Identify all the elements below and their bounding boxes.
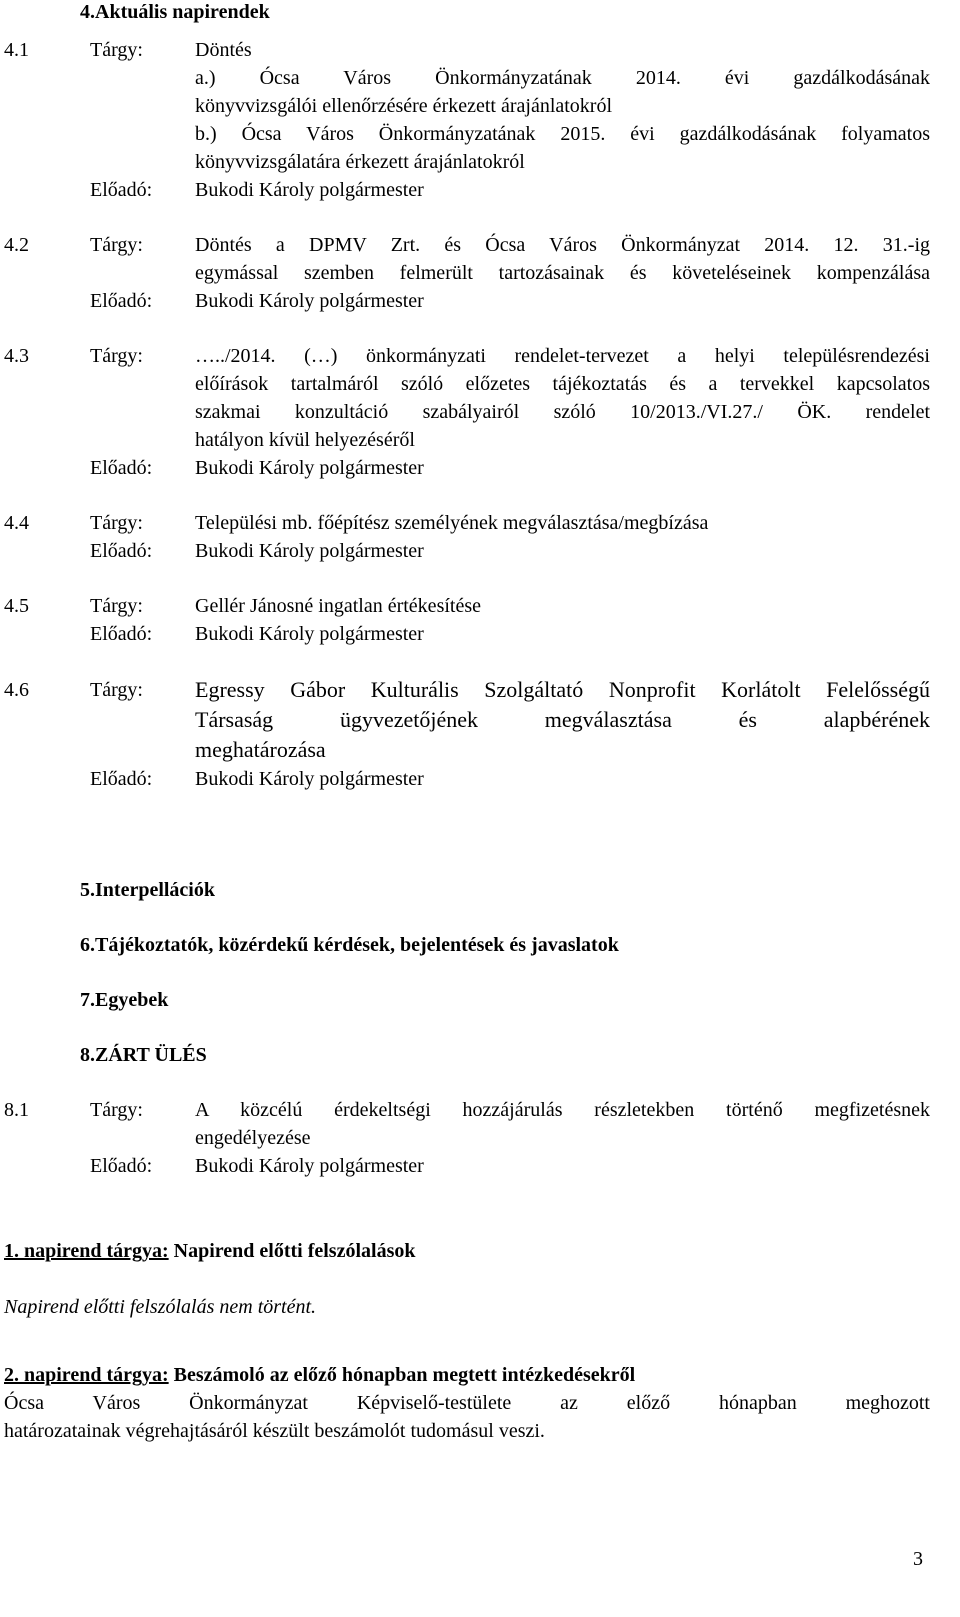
targy-label: Tárgy: xyxy=(90,234,143,256)
eloado-label: Előadó: xyxy=(90,179,153,201)
napirend-1-title: Napirend előtti felszólalások xyxy=(168,1240,416,1262)
item-subject-line: Döntés xyxy=(195,39,252,61)
napirend-2-title: Beszámoló az előző hónapban megtett intézkedésekről xyxy=(168,1364,636,1386)
section-6-heading: 6.Tájékoztatók, közérdekű kérdések, bejelentések és javaslatok xyxy=(80,934,619,956)
item-subject-line: könyvvizsgálói ellenőrzésére érkezett árajánlatokról xyxy=(195,95,613,117)
eloado-label: Előadó: xyxy=(90,623,153,645)
section-8-heading: 8.ZÁRT ÜLÉS xyxy=(80,1044,207,1066)
presenter-name: Bukodi Károly polgármester xyxy=(195,768,424,790)
item-subject-line: a.) Ócsa Város Önkormányzatának 2014. évi gazdálkodásának xyxy=(195,67,930,89)
item-subject-line: …../2014. (…) önkormányzati rendelet-tervezet a helyi településrendezési xyxy=(195,345,930,367)
presenter-name: Bukodi Károly polgármester xyxy=(195,1155,424,1177)
napirend-1-label: 1. napirend tárgya: xyxy=(4,1240,169,1262)
item-number: 4.6 xyxy=(4,679,29,701)
item-number: 4.5 xyxy=(4,595,29,617)
napirend-1-heading xyxy=(4,1237,416,1265)
section-4-heading: 4.Aktuális napirendek xyxy=(80,1,270,23)
item-number: 4.4 xyxy=(4,512,29,534)
napirend-2-text-line: Ócsa Város Önkormányzat Képviselő-testülete az előző hónapban meghozott xyxy=(4,1392,930,1414)
item-subject-line: Települési mb. főépítész személyének megválasztása/megbízása xyxy=(195,512,709,534)
item-subject-line: Egressy Gábor Kulturális Szolgáltató Nonprofit Korlátolt Felelősségű xyxy=(195,677,930,702)
eloado-label: Előadó: xyxy=(90,768,153,790)
item-number: 4.2 xyxy=(4,234,29,256)
targy-label: Tárgy: xyxy=(90,595,143,617)
item-number: 4.3 xyxy=(4,345,29,367)
napirend-1-note: Napirend előtti felszólalás nem történt. xyxy=(4,1296,317,1318)
targy-label: Tárgy: xyxy=(90,512,143,534)
item-subject-line: könyvvizsgálatára érkezett árajánlatokról xyxy=(195,151,525,173)
presenter-name: Bukodi Károly polgármester xyxy=(195,457,424,479)
item-subject-line: Társaság ügyvezetőjének megválasztása és alapbérének xyxy=(195,707,930,732)
item-subject-line: hatályon kívül helyezéséről xyxy=(195,429,415,451)
item-subject-line: Döntés a DPMV Zrt. és Ócsa Város Önkormányzat 2014. 12. 31.-ig xyxy=(195,234,930,256)
page-number: 3 xyxy=(913,1548,923,1570)
item-subject-line: szakmai konzultáció szabályairól szóló 10/2013./VI.27./ ÖK. rendelet xyxy=(195,401,930,423)
eloado-label: Előadó: xyxy=(90,290,153,312)
item-subject-line: b.) Ócsa Város Önkormányzatának 2015. évi gazdálkodásának folyamatos xyxy=(195,123,930,145)
item-subject-line: egymással szemben felmerült tartozásainak és követeléseinek kompenzálása xyxy=(195,262,930,284)
section-5-heading: 5.Interpellációk xyxy=(80,879,215,901)
napirend-2-label: 2. napirend tárgya: xyxy=(4,1364,169,1386)
item-subject-line: engedélyezése xyxy=(195,1127,311,1149)
presenter-name: Bukodi Károly polgármester xyxy=(195,623,424,645)
presenter-name: Bukodi Károly polgármester xyxy=(195,540,424,562)
napirend-2-text-line: határozatainak végrehajtásáról készült beszámolót tudomásul veszi. xyxy=(4,1420,545,1442)
eloado-label: Előadó: xyxy=(90,540,153,562)
item-subject-line: Gellér Jánosné ingatlan értékesítése xyxy=(195,595,481,617)
eloado-label: Előadó: xyxy=(90,457,153,479)
item-number: 4.1 xyxy=(4,39,29,61)
presenter-name: Bukodi Károly polgármester xyxy=(195,290,424,312)
item-subject-line: A közcélú érdekeltségi hozzájárulás részletekben történő megfizetésnek xyxy=(195,1099,930,1121)
targy-label: Tárgy: xyxy=(90,39,143,61)
napirend-2-heading xyxy=(4,1361,635,1389)
targy-label: Tárgy: xyxy=(90,1099,143,1121)
item-subject-line: meghatározása xyxy=(195,737,326,762)
item-subject-line: előírások tartalmáról szóló előzetes tájékoztatás és a tervekkel kapcsolatos xyxy=(195,373,930,395)
section-7-heading: 7.Egyebek xyxy=(80,989,169,1011)
item-number: 8.1 xyxy=(4,1099,29,1121)
eloado-label: Előadó: xyxy=(90,1155,153,1177)
targy-label: Tárgy: xyxy=(90,345,143,367)
presenter-name: Bukodi Károly polgármester xyxy=(195,179,424,201)
targy-label: Tárgy: xyxy=(90,679,143,701)
